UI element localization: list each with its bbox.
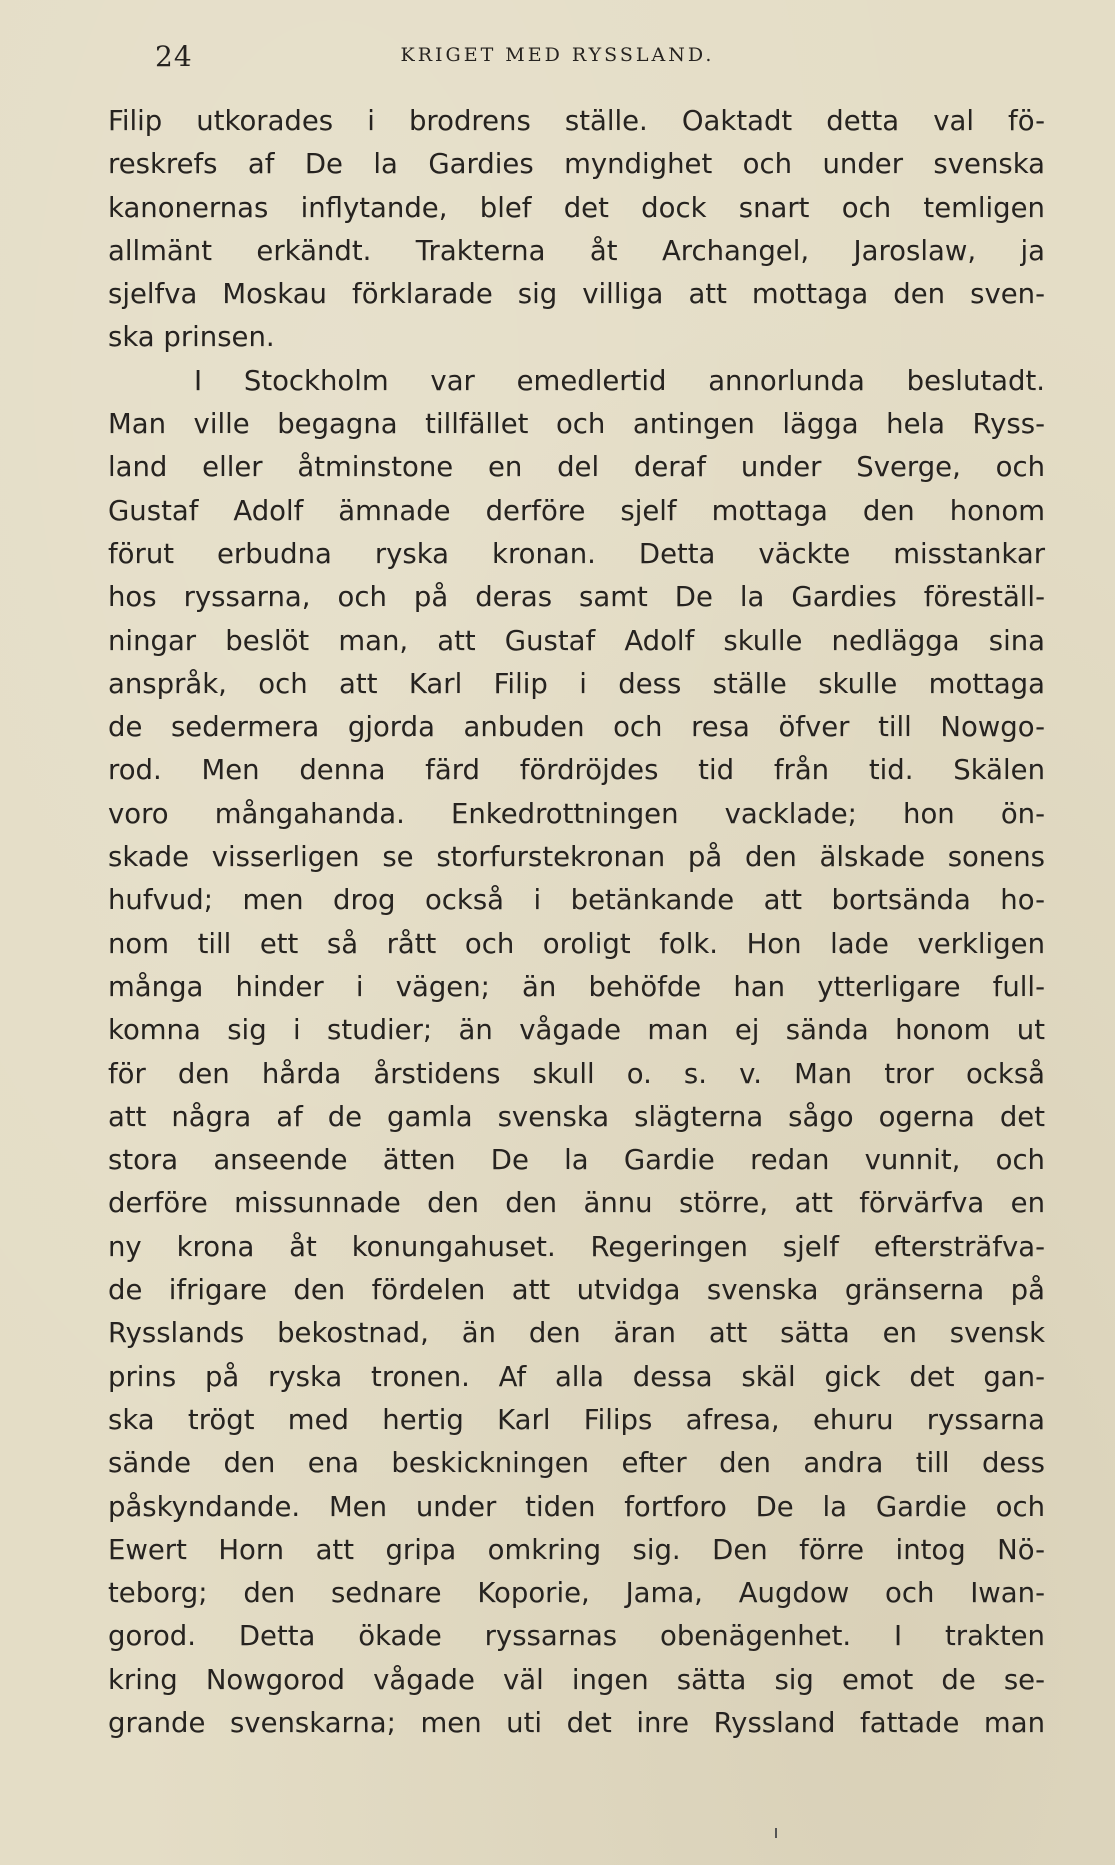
text-line: anspråk, och att Karl Filip i dess ställe skulle mottaga xyxy=(108,667,1045,700)
text-line: kring Nowgorod vågade väl ingen sätta sig emot de se- xyxy=(108,1663,1045,1696)
text-line: hufvud; men drog också i betänkande att bortsända ho- xyxy=(108,884,1045,917)
text-line: för den hårda årstidens skull o. s. v. Man tror också xyxy=(108,1057,1045,1090)
text-line: många hinder i vägen; än behöfde han ytterligare full- xyxy=(108,970,1045,1003)
text-line: skade visserligen se storfurstekronan på den älskade sonens xyxy=(108,841,1045,874)
text-line: hos ryssarna, och på deras samt De la Gardies föreställ- xyxy=(108,581,1045,614)
text-line: Gustaf Adolf ämnade derföre sjelf mottaga den honom xyxy=(108,494,1045,527)
text-line: att några af de gamla svenska slägterna sågo ogerna det xyxy=(108,1100,1045,1133)
text-line: sjelfva Moskau förklarade sig villiga att mottaga den sven- xyxy=(108,278,1045,311)
text-line: ska prinsen. xyxy=(108,321,275,354)
text-line: påskyndande. Men under tiden fortforo De la Gardie och xyxy=(108,1490,1045,1523)
text-line: Ewert Horn att gripa omkring sig. Den förre intog Nö- xyxy=(108,1533,1045,1566)
text-line: prins på ryska tronen. Af alla dessa skäl gick det gan- xyxy=(108,1360,1045,1393)
text-line: reskrefs af De la Gardies myndighet och under svenska xyxy=(108,148,1045,181)
print-mark xyxy=(775,1828,777,1838)
running-title: KRIGET MED RYSSLAND. xyxy=(400,44,715,66)
text-line: stora anseende ätten De la Gardie redan vunnit, och xyxy=(108,1144,1045,1177)
text-line: grande svenskarna; men uti det inre Ryssland fattade man xyxy=(108,1706,1045,1739)
text-line-paragraph-start: I Stockholm var emedlertid annorlunda beslutadt. xyxy=(194,364,1045,397)
text-line: de sedermera gjorda anbuden och resa öfver till Nowgo- xyxy=(108,711,1045,744)
page-number: 24 xyxy=(155,40,193,73)
text-line: voro mångahanda. Enkedrottningen vacklade; hon ön- xyxy=(108,797,1045,830)
text-line: gorod. Detta ökade ryssarnas obenägenhet. I trakten xyxy=(108,1620,1045,1653)
text-line: ningar beslöt man, att Gustaf Adolf skulle nedlägga sina xyxy=(108,624,1045,657)
text-line: Man ville begagna tillfället och antingen lägga hela Ryss- xyxy=(108,408,1045,441)
text-line: Rysslands bekostnad, än den äran att sätta en svensk xyxy=(108,1317,1045,1350)
text-line: sände den ena beskickningen efter den andra till dess xyxy=(108,1447,1045,1480)
text-line: land eller åtminstone en del deraf under Sverge, och xyxy=(108,451,1045,484)
text-line: de ifrigare den fördelen att utvidga svenska gränserna på xyxy=(108,1274,1045,1307)
text-line: förut erbudna ryska kronan. Detta väckte misstankar xyxy=(108,537,1045,570)
text-line: nom till ett så rått och oroligt folk. Hon lade verkligen xyxy=(108,927,1045,960)
text-line: derföre missunnade den den ännu större, att förvärfva en xyxy=(108,1187,1045,1220)
text-line: ska trögt med hertig Karl Filips afresa, ehuru ryssarna xyxy=(108,1403,1045,1436)
text-line: kanonernas inflytande, blef det dock snart och temligen xyxy=(108,191,1045,224)
body-text xyxy=(108,100,1045,1745)
text-line: komna sig i studier; än vågade man ej sända honom ut xyxy=(108,1014,1045,1047)
text-line: ny krona åt konungahuset. Regeringen sjelf eftersträfva- xyxy=(108,1230,1045,1263)
text-line: teborg; den sednare Koporie, Jama, Augdow och Iwan- xyxy=(108,1577,1045,1610)
text-line: allmänt erkändt. Trakterna åt Archangel, Jaroslaw, ja xyxy=(108,234,1045,267)
text-line: rod. Men denna färd fördröjdes tid från tid. Skälen xyxy=(108,754,1045,787)
text-line: Filip utkorades i brodrens ställe. Oaktadt detta val fö- xyxy=(108,105,1045,137)
